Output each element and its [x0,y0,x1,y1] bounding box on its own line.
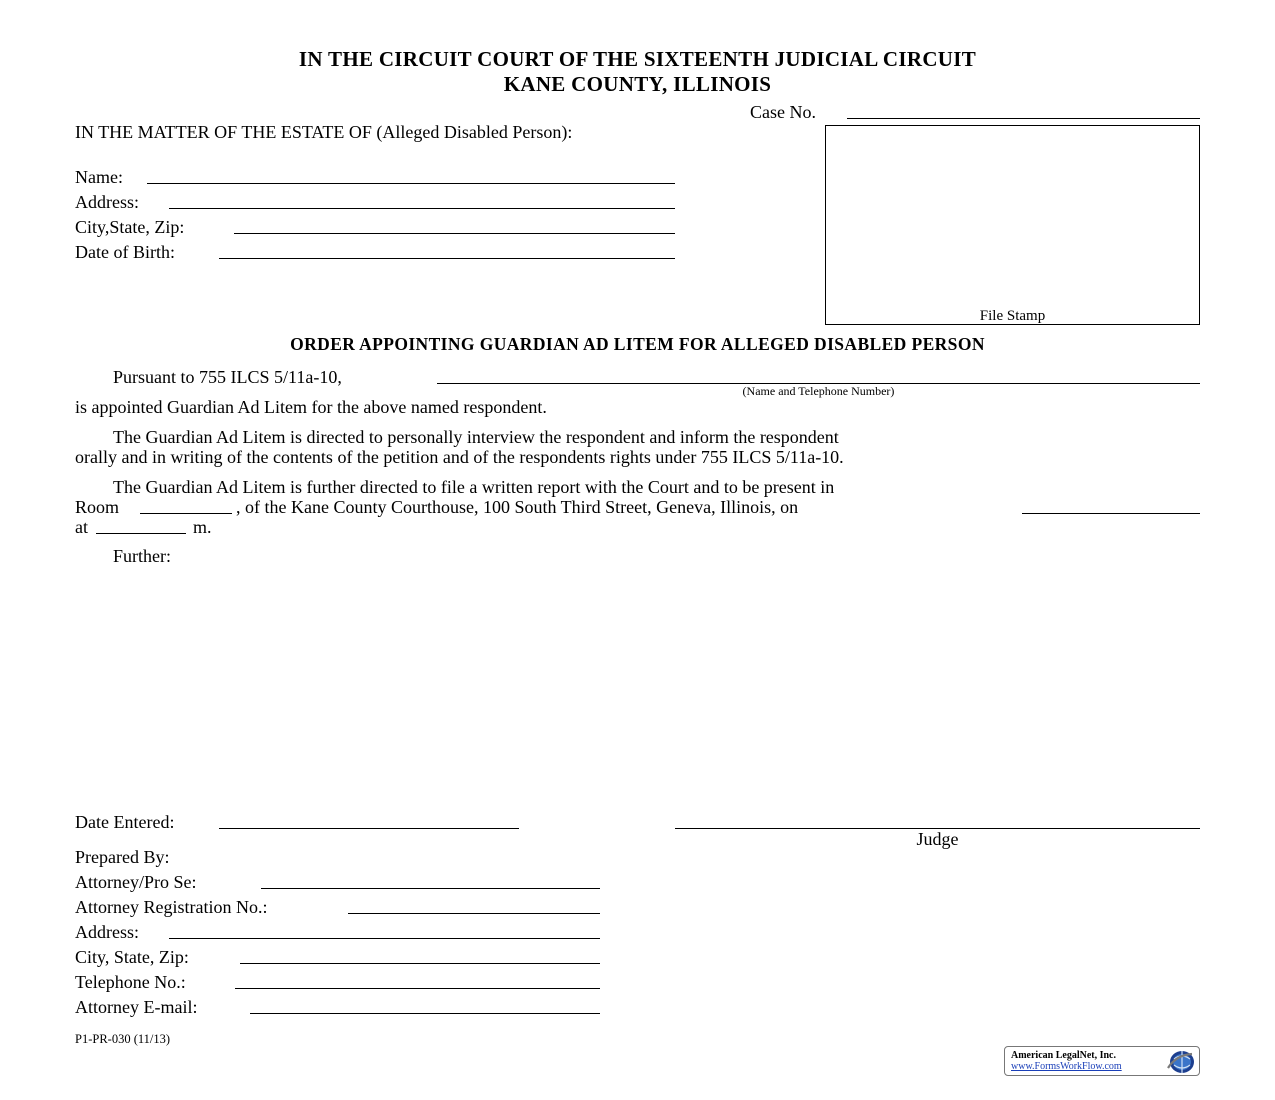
file-stamp-box [825,125,1200,325]
prepared-by-heading: Prepared By: [75,847,170,867]
court-title: IN THE CIRCUIT COURT OF THE SIXTEENTH JUDICIAL CIRCUIT [298,47,977,71]
address-field[interactable] [169,208,675,209]
directive-line-2: orally and in writing of the contents of the petition and of the respondents rights under 755 ILCS 5/11a-10. [75,447,844,467]
vendor-name: American LegalNet, Inc. [1011,1050,1116,1061]
hearing-time-field[interactable] [96,533,186,534]
judge-label: Judge [916,829,959,849]
attorney-registration-field[interactable] [348,913,600,914]
appointed-text: is appointed Guardian Ad Litem for the above named respondent. [75,397,547,417]
date-of-birth-label: Date of Birth: [75,242,175,262]
globe-logo-icon [1164,1049,1196,1075]
telephone-label: Telephone No.: [75,972,186,992]
date-of-birth-field[interactable] [219,258,675,259]
room-field[interactable] [140,513,232,514]
attorney-pro-se-field[interactable] [261,888,600,889]
case-no-field[interactable] [847,118,1200,119]
prepared-city-state-zip-label: City, State, Zip: [75,947,189,967]
form-id: P1-PR-030 (11/13) [75,1032,171,1046]
case-no-label: Case No. [750,102,816,122]
name-field[interactable] [147,183,675,184]
prepared-city-state-zip-field[interactable] [240,963,600,964]
prepared-address-field[interactable] [169,938,600,939]
further-label: Further: [113,546,171,566]
prepared-address-label: Address: [75,922,139,942]
date-entered-label: Date Entered: [75,812,175,832]
attorney-email-field[interactable] [250,1013,600,1014]
name-label: Name: [75,167,123,187]
estate-heading: IN THE MATTER OF THE ESTATE OF (Alleged Disabled Person): [75,122,573,142]
directive-line-1: The Guardian Ad Litem is directed to personally interview the respondent and inform the respondent [113,427,839,447]
room-label: Room [75,497,120,517]
city-state-zip-field[interactable] [234,233,675,234]
city-state-zip-label: City,State, Zip: [75,217,185,237]
attorney-email-label: Attorney E-mail: [75,997,198,1017]
vendor-url[interactable]: www.FormsWorkFlow.com [1011,1061,1122,1072]
report-line-1: The Guardian Ad Litem is further directed to file a written report with the Court and to be present in [113,477,835,497]
telephone-field[interactable] [235,988,600,989]
pursuant-text: Pursuant to 755 ILCS 5/11a-10, [113,367,342,387]
date-entered-field[interactable] [219,828,519,829]
address-label: Address: [75,192,139,212]
order-title: ORDER APPOINTING GUARDIAN AD LITEM FOR ALLEGED DISABLED PERSON [290,334,985,354]
vendor-badge[interactable] [1004,1046,1200,1076]
hearing-date-field[interactable] [1022,513,1200,514]
file-stamp-label: File Stamp [979,308,1046,324]
attorney-registration-label: Attorney Registration No.: [75,897,268,917]
guardian-name-caption: (Name and Telephone Number) [742,384,895,398]
county-title: KANE COUNTY, ILLINOIS [503,72,772,96]
attorney-pro-se-label: Attorney/Pro Se: [75,872,197,892]
meridiem-label: m. [193,517,212,537]
further-text-area[interactable] [113,570,1200,805]
at-label: at [75,517,88,537]
courthouse-text: , of the Kane County Courthouse, 100 South Third Street, Geneva, Illinois, on [236,497,799,517]
